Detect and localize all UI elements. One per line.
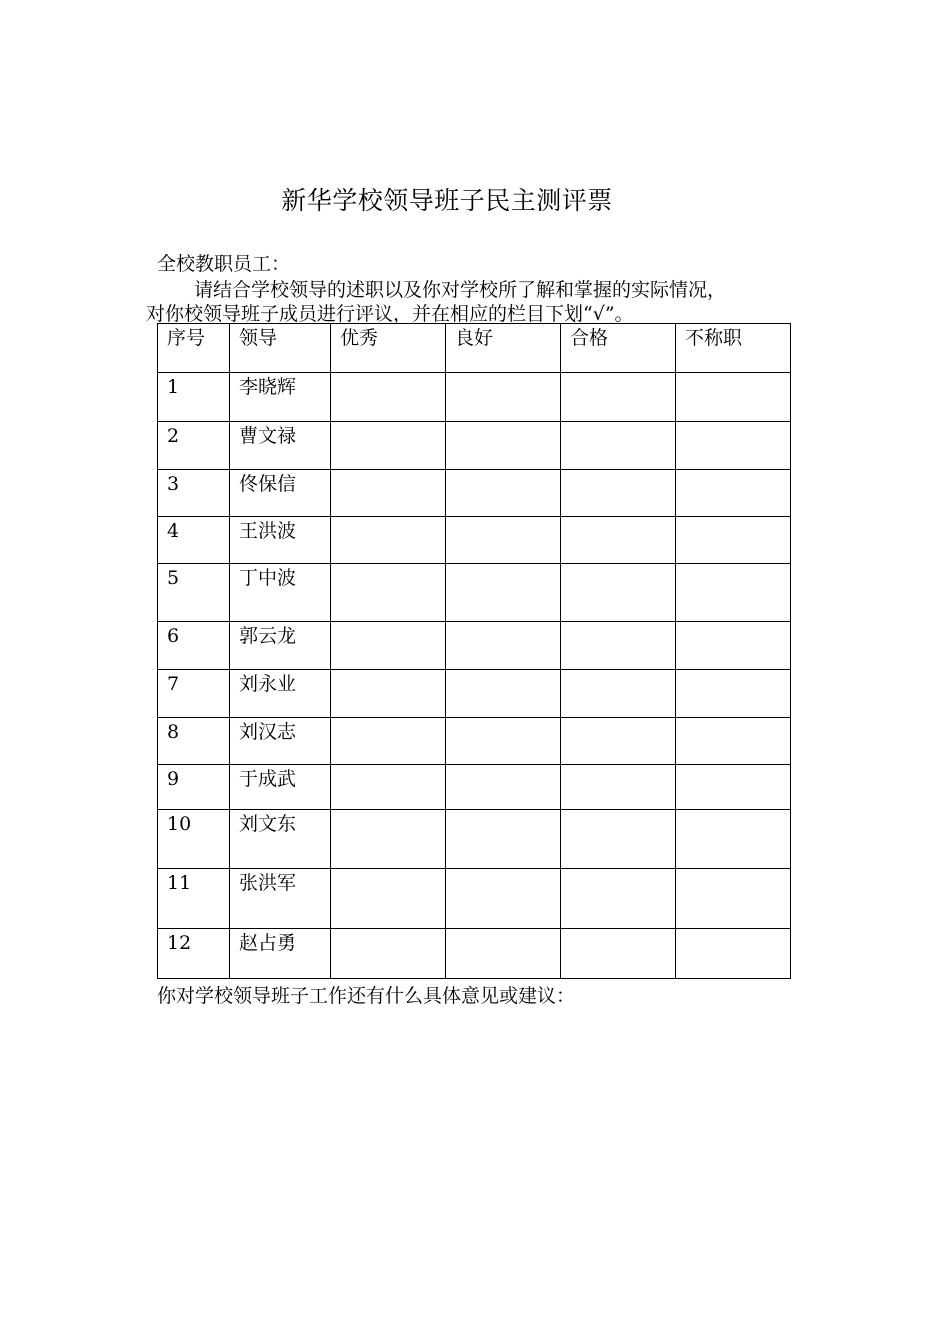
row-seq: 2 xyxy=(158,422,230,470)
vote-cell-unqualified[interactable] xyxy=(676,622,791,670)
vote-cell-excellent[interactable] xyxy=(331,373,446,422)
row-seq: 6 xyxy=(158,622,230,670)
row-seq: 7 xyxy=(158,670,230,718)
vote-cell-good[interactable] xyxy=(446,869,561,929)
row-leader-name: 刘汉志 xyxy=(230,718,331,765)
vote-cell-qualified[interactable] xyxy=(561,422,676,470)
row-leader-name: 丁中波 xyxy=(230,564,331,622)
vote-cell-excellent[interactable] xyxy=(331,869,446,929)
row-seq: 12 xyxy=(158,929,230,979)
vote-cell-unqualified[interactable] xyxy=(676,718,791,765)
page-title: 新华学校领导班子民主测评票 xyxy=(281,186,613,215)
vote-cell-excellent[interactable] xyxy=(331,470,446,517)
vote-cell-unqualified[interactable] xyxy=(676,765,791,810)
header-excellent: 优秀 xyxy=(331,324,446,373)
row-seq: 4 xyxy=(158,517,230,564)
vote-cell-unqualified[interactable] xyxy=(676,422,791,470)
header-qualified: 合格 xyxy=(561,324,676,373)
intro-text-line-1: 请结合学校领导的述职以及你对学校所了解和掌握的实际情况， xyxy=(194,279,727,301)
vote-cell-unqualified[interactable] xyxy=(676,373,791,422)
vote-cell-excellent[interactable] xyxy=(331,564,446,622)
vote-cell-qualified[interactable] xyxy=(561,929,676,979)
vote-cell-good[interactable] xyxy=(446,929,561,979)
vote-cell-qualified[interactable] xyxy=(561,470,676,517)
header-seq: 序号 xyxy=(158,324,230,373)
row-leader-name: 张洪军 xyxy=(230,869,331,929)
table-row xyxy=(158,765,791,810)
vote-cell-good[interactable] xyxy=(446,564,561,622)
evaluation-table xyxy=(157,323,791,979)
header-unqualified: 不称职 xyxy=(676,324,791,373)
vote-cell-qualified[interactable] xyxy=(561,670,676,718)
vote-cell-good[interactable] xyxy=(446,718,561,765)
row-leader-name: 刘文东 xyxy=(230,810,331,869)
vote-cell-excellent[interactable] xyxy=(331,810,446,869)
table-row xyxy=(158,422,791,470)
row-leader-name: 曹文禄 xyxy=(230,422,331,470)
closing-question: 你对学校领导班子工作还有什么具体意见或建议： xyxy=(157,985,576,1007)
table-row xyxy=(158,869,791,929)
vote-cell-qualified[interactable] xyxy=(561,810,676,869)
table-row xyxy=(158,810,791,869)
table-row xyxy=(158,373,791,422)
vote-cell-qualified[interactable] xyxy=(561,869,676,929)
table-header-row xyxy=(158,324,791,373)
table-row xyxy=(158,622,791,670)
row-seq: 1 xyxy=(158,373,230,422)
header-leader: 领导 xyxy=(230,324,331,373)
vote-cell-excellent[interactable] xyxy=(331,718,446,765)
row-seq: 8 xyxy=(158,718,230,765)
row-leader-name: 王洪波 xyxy=(230,517,331,564)
table-row xyxy=(158,564,791,622)
row-leader-name: 郭云龙 xyxy=(230,622,331,670)
vote-cell-excellent[interactable] xyxy=(331,670,446,718)
vote-cell-qualified[interactable] xyxy=(561,622,676,670)
vote-cell-good[interactable] xyxy=(446,670,561,718)
vote-cell-qualified[interactable] xyxy=(561,765,676,810)
vote-cell-unqualified[interactable] xyxy=(676,869,791,929)
row-leader-name: 赵占勇 xyxy=(230,929,331,979)
intro-text-line-2: 对你校领导班子成员进行评议，并在相应的栏目下划“√”。 xyxy=(146,303,634,325)
table-row xyxy=(158,470,791,517)
row-leader-name: 李晓辉 xyxy=(230,373,331,422)
row-leader-name: 于成武 xyxy=(230,765,331,810)
vote-cell-unqualified[interactable] xyxy=(676,929,791,979)
row-seq: 11 xyxy=(158,869,230,929)
vote-cell-excellent[interactable] xyxy=(331,765,446,810)
vote-cell-excellent[interactable] xyxy=(331,517,446,564)
vote-cell-good[interactable] xyxy=(446,422,561,470)
row-leader-name: 刘永业 xyxy=(230,670,331,718)
vote-cell-qualified[interactable] xyxy=(561,718,676,765)
row-seq: 5 xyxy=(158,564,230,622)
vote-cell-good[interactable] xyxy=(446,517,561,564)
vote-cell-good[interactable] xyxy=(446,622,561,670)
salutation: 全校教职员工： xyxy=(157,253,291,275)
row-seq: 3 xyxy=(158,470,230,517)
vote-cell-good[interactable] xyxy=(446,765,561,810)
table-row xyxy=(158,929,791,979)
table-row xyxy=(158,718,791,765)
table-row xyxy=(158,517,791,564)
vote-cell-good[interactable] xyxy=(446,810,561,869)
row-seq: 9 xyxy=(158,765,230,810)
header-good: 良好 xyxy=(446,324,561,373)
vote-cell-good[interactable] xyxy=(446,470,561,517)
vote-cell-excellent[interactable] xyxy=(331,422,446,470)
vote-cell-unqualified[interactable] xyxy=(676,517,791,564)
vote-cell-good[interactable] xyxy=(446,373,561,422)
row-seq: 10 xyxy=(158,810,230,869)
vote-cell-qualified[interactable] xyxy=(561,373,676,422)
table-row xyxy=(158,670,791,718)
vote-cell-excellent[interactable] xyxy=(331,622,446,670)
row-leader-name: 佟保信 xyxy=(230,470,331,517)
vote-cell-qualified[interactable] xyxy=(561,517,676,564)
vote-cell-unqualified[interactable] xyxy=(676,670,791,718)
vote-cell-unqualified[interactable] xyxy=(676,810,791,869)
vote-cell-unqualified[interactable] xyxy=(676,470,791,517)
vote-cell-excellent[interactable] xyxy=(331,929,446,979)
vote-cell-unqualified[interactable] xyxy=(676,564,791,622)
vote-cell-qualified[interactable] xyxy=(561,564,676,622)
